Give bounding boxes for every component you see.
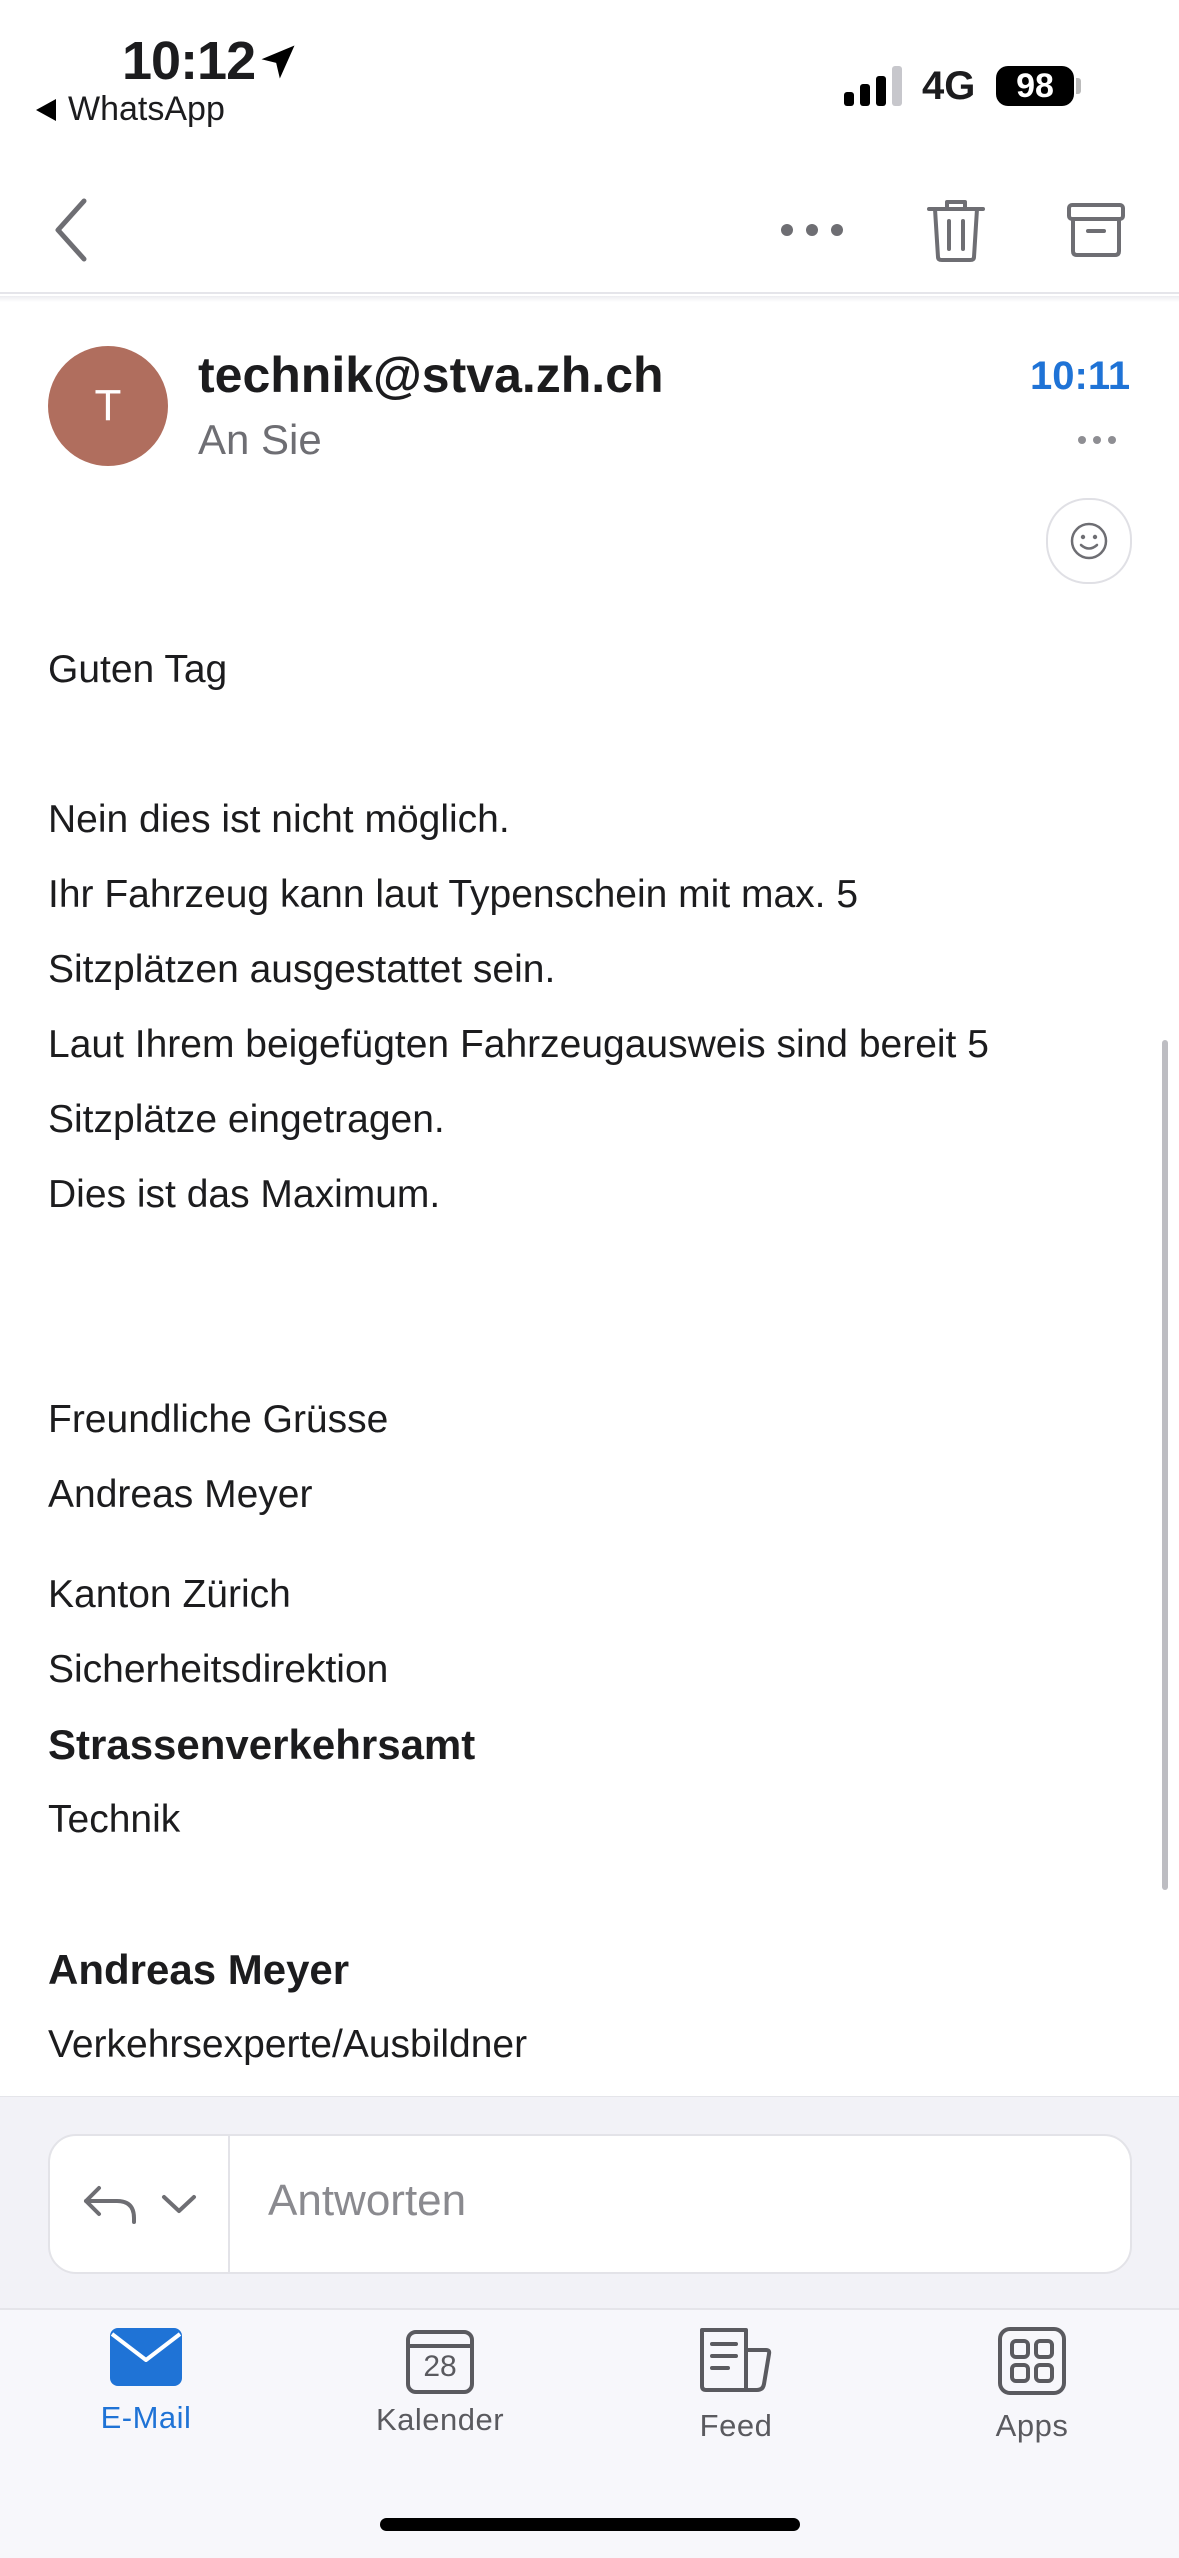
reply-input-placeholder[interactable]: Antworten bbox=[268, 2176, 467, 2225]
tab-apps[interactable] bbox=[932, 2326, 1132, 2456]
back-app-label: WhatsApp bbox=[68, 90, 225, 128]
tab-feed[interactable] bbox=[636, 2326, 836, 2456]
status-time: 10:12 bbox=[122, 31, 256, 91]
signature-directorate: Sicherheitsdirektion bbox=[48, 1648, 389, 1691]
back-to-app-link[interactable] bbox=[36, 90, 225, 129]
signature-name: Andreas Meyer bbox=[48, 1946, 350, 1993]
closing-text: Freundliche Grüsse bbox=[48, 1398, 389, 1441]
mail-toolbar bbox=[0, 160, 1179, 294]
dot bbox=[1108, 436, 1116, 444]
signature-office: Strassenverkehrsamt bbox=[48, 1721, 476, 1768]
dot bbox=[1078, 436, 1086, 444]
home-indicator[interactable] bbox=[380, 2518, 800, 2531]
scroll-indicator[interactable] bbox=[1162, 1040, 1168, 1890]
message-time: 10:11 bbox=[1030, 354, 1131, 398]
calendar-icon bbox=[405, 2326, 475, 2396]
mail-icon bbox=[108, 2326, 184, 2388]
archive-button[interactable] bbox=[1056, 190, 1136, 270]
reply-arrow-icon bbox=[81, 2182, 139, 2226]
tab-calendar[interactable] bbox=[340, 2326, 540, 2456]
chevron-left-icon bbox=[50, 195, 94, 265]
battery-cap bbox=[1076, 78, 1081, 94]
body-line: Sitzplätzen ausgestattet sein. bbox=[48, 948, 556, 991]
reply-field[interactable] bbox=[48, 2134, 1132, 2274]
ellipsis-icon bbox=[777, 220, 847, 240]
back-button[interactable] bbox=[32, 190, 112, 270]
network-type: 4G bbox=[922, 64, 976, 108]
tab-label: Feed bbox=[699, 2408, 773, 2443]
body-line: Nein dies ist nicht möglich. bbox=[48, 798, 510, 841]
message-more-button[interactable] bbox=[1078, 436, 1116, 444]
tab-label: E-Mail bbox=[100, 2400, 192, 2435]
recipient-label[interactable]: An Sie bbox=[198, 416, 322, 463]
delete-button[interactable] bbox=[916, 190, 996, 270]
tab-label: Kalender bbox=[375, 2402, 505, 2437]
tab-label: Apps bbox=[995, 2408, 1069, 2443]
archive-icon bbox=[1066, 201, 1126, 259]
smiley-icon bbox=[1069, 521, 1109, 561]
greeting-text: Guten Tag bbox=[48, 648, 228, 691]
reaction-button[interactable] bbox=[1046, 498, 1132, 584]
apps-icon bbox=[997, 2326, 1067, 2396]
cellular-signal-icon bbox=[844, 66, 908, 108]
calendar-day: 28 bbox=[423, 2350, 457, 2383]
signature-canton: Kanton Zürich bbox=[48, 1573, 291, 1616]
more-options-button[interactable] bbox=[772, 190, 852, 270]
body-line: Ihr Fahrzeug kann laut Typenschein mit max. 5 bbox=[48, 873, 859, 916]
closing-name: Andreas Meyer bbox=[48, 1473, 313, 1516]
signature-role: Verkehrsexperte/Ausbildner bbox=[48, 2023, 528, 2066]
feed-icon bbox=[698, 2326, 774, 2396]
location-arrow-icon bbox=[256, 40, 300, 84]
toolbar-shadow bbox=[0, 296, 1179, 302]
sender-address[interactable]: technik@stva.zh.ch bbox=[198, 347, 664, 403]
tab-mail[interactable] bbox=[46, 2326, 246, 2456]
dot bbox=[1093, 436, 1101, 444]
body-line: Sitzplätze eingetragen. bbox=[48, 1098, 445, 1141]
body-line: Laut Ihrem beigefügten Fahrzeugausweis sind bereit 5 bbox=[48, 1023, 989, 1066]
trash-icon bbox=[925, 197, 987, 263]
chevron-down-icon bbox=[161, 2193, 197, 2215]
signature-department: Technik bbox=[48, 1798, 181, 1841]
back-triangle-icon bbox=[36, 99, 56, 121]
sender-avatar[interactable]: T bbox=[48, 346, 168, 466]
reply-type-button[interactable] bbox=[50, 2136, 230, 2272]
battery-indicator: 98 bbox=[996, 66, 1074, 106]
status-bar bbox=[0, 0, 1179, 150]
body-line: Dies ist das Maximum. bbox=[48, 1173, 441, 1216]
